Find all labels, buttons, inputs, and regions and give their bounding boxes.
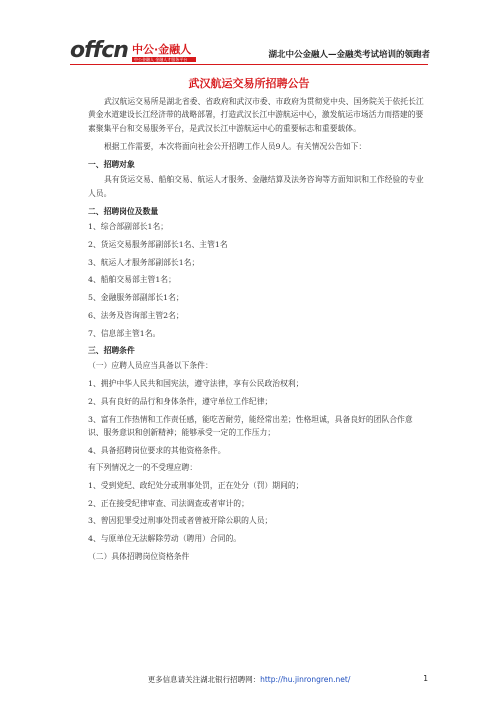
list-item: 1、受到党纪、政纪处分或刑事处罚，正在处分（罚）期间的； (88, 480, 304, 490)
intro-paragraph: 根据工作需要，本次将面向社会公开招聘工作人员9人。有关情况公告如下： (104, 141, 367, 151)
logo-brand-name: 中公·金融人 (131, 43, 192, 56)
logo-tagline-strip: 中公金融人 金融人才服务平台 (132, 57, 196, 62)
intro-paragraph: 武汉航运交易所是湖北省委、省政府和武汉市委、市政府为贯彻党中央、国务院关于依托长江黄金水道建设长江经济带的战略部署，打造武汉长江中游航运中心，激发航运市场活力而搭建的要素聚集平台和交易服务平台，是武汉长江中游航运中心的重要标志和重要载体。 (88, 97, 424, 133)
list-item: 1、拥护中华人民共和国宪法，遵守法律，享有公民政治权利； (88, 379, 304, 389)
section-heading: 二、招聘岗位及数量 (88, 207, 159, 217)
list-item: 2、货运交易服务部副部长1名、主管1名 (88, 240, 228, 250)
subsection-heading: （二）具体招聘岗位资格条件 (88, 551, 190, 561)
section-heading: 一、招聘对象 (88, 160, 135, 170)
list-item: 2、正在接受纪律审查、司法调查或者审计的； (88, 498, 249, 508)
list-item: 5、金融服务部副部长1名； (88, 293, 184, 303)
list-item: 4、与原单位无法解除劳动（聘用）合同的。 (88, 533, 242, 543)
section-paragraph: 具有货运交易、船舶交易、航运人才服务、金融结算及法务咨询等方面知识和工作经验的专业人员。 (88, 175, 424, 198)
page-header (70, 34, 430, 64)
list-item: 3、航运人才服务部副部长1名； (88, 257, 200, 267)
list-item: 7、信息部主管1名。 (88, 328, 161, 338)
list-item: 3、富有工作热情和工作责任感，能吃苦耐劳，能经常出差；性格坦诚，具备良好的团队合作意识、服务意识和创新精神；能够承受一定的工作压力； (88, 414, 413, 437)
header-slogan: 湖北中公金融人—金融类考试培训的领跑者 (268, 50, 430, 60)
page-number: 1 (423, 674, 428, 683)
list-item: 4、具备招聘岗位要求的其他资格条件。 (88, 445, 226, 455)
offcn-logo[interactable] (70, 34, 196, 62)
list-item: 3、曾因犯罪受过刑事处罚或者曾被开除公职的人员； (88, 516, 273, 526)
footer-text: 更多信息请关注湖北银行招聘网： (147, 675, 261, 684)
exclusion-intro: 有下列情况之一的不受理应聘： (88, 463, 198, 473)
list-item: 1、综合部副部长1名； (88, 222, 169, 232)
list-item: 6、法务及咨询部主管2名； (88, 310, 184, 320)
list-item: 4、船舶交易部主管1名； (88, 275, 176, 285)
logo-mark: offcn (70, 38, 128, 63)
footer-link[interactable]: http://hu.jinrongren.net/ (260, 675, 351, 684)
list-item: 2、具有良好的品行和身体条件，遵守单位工作纪律； (88, 396, 273, 406)
subsection-heading: （一）应聘人员应当具备以下条件： (88, 361, 213, 371)
header-divider (70, 64, 428, 65)
section-heading: 三、招聘条件 (88, 346, 135, 356)
document-body (88, 95, 428, 567)
document-title: 武汉航运交易所招聘公告 (188, 77, 310, 90)
